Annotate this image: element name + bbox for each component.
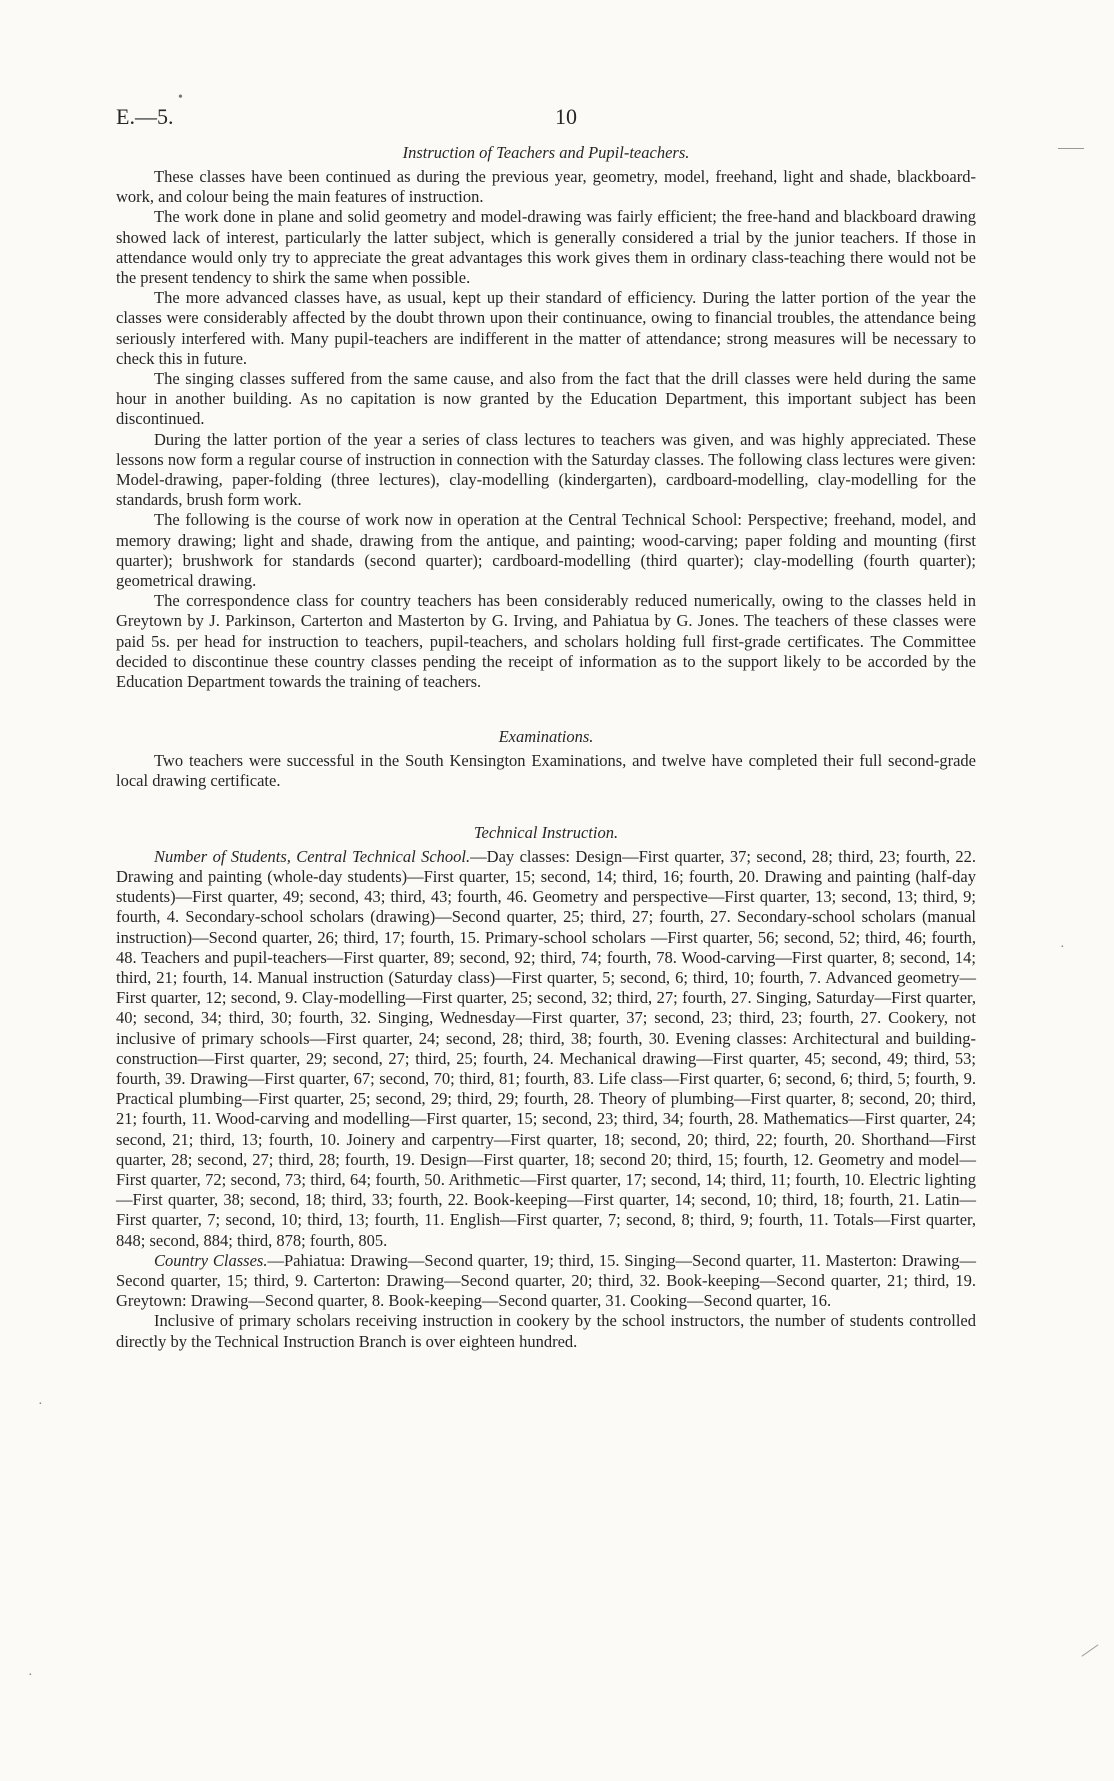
scan-margin-mark — [1082, 1644, 1099, 1656]
paragraph: The more advanced classes have, as usual, kept up their standard of efficiency. During the latter portion of the year the classes were considerably affected by the doubt thrown upon their continuance, owing to financial troubles, the attendance being seriously interfered with. Many pupil-teachers are indifferent in the matter of attendance; strong measures will be necessary to check this in future. — [116, 288, 976, 368]
paragraph: The singing classes suffered from the same cause, and also from the fact that the drill classes were held during the same hour in another building. As no capitation is now granted by the Education Department, this important subject has been discontinued. — [116, 369, 976, 429]
paragraph: The correspondence class for country teachers has been considerably reduced numerically, owing to the classes held in Greytown by J. Parkinson, Carterton and Masterton by G. Irving, and Pahiatua by G. Jones. The teachers of these classes were paid 5s. per head for instruction to teachers, pupil-teachers, and scholars holding full first-grade certificates. The Committee decided to discontinue these country classes pending the receipt of information as to the support likely to be accorded by the Education Department towards the training of teachers. — [116, 591, 976, 692]
country-text: —Pahiatua: Drawing—Second quarter, 19; third, 15. Singing—Second quarter, 11. Masterton: Drawing—Second quarter, 15; third, 9. Carterton: Drawing—Second quarter, 20; third, 32. Book-keeping—Second quarter, 21; third, 19. Greytown: Drawing—Second quarter, 8. Book-keeping—Second quarter, 31. Cooking—Second quarter, 16. — [116, 1250, 976, 1311]
closing-paragraph: Inclusive of primary scholars receiving instruction in cookery by the school instructors, the number of students controlled directly by the Technical Instruction Branch is over eighteen hundred. — [116, 1311, 976, 1351]
scan-margin-mark — [1058, 148, 1084, 149]
section-body-technical — [116, 847, 976, 1352]
scan-speck: · — [38, 1397, 43, 1412]
paragraph: The work done in plane and solid geometry and model-drawing was fairly efficient; the free-hand and blackboard drawing showed lack of interest, particularly the latter subject, which is generally considered a trial by the junior teachers. If those in attendance would only try to appreciate the great advantages this work gives them in ordinary class-teaching there would not be the present tendency to shirk the same when possible. — [116, 207, 976, 288]
section-body-teachers — [116, 167, 976, 692]
students-paragraph — [116, 847, 976, 1251]
section-body-examinations — [116, 751, 976, 791]
page-header — [116, 104, 976, 142]
document-page — [116, 104, 976, 1352]
page-number: 10 — [555, 104, 577, 129]
scan-speck: · — [28, 1668, 33, 1683]
paragraph: Two teachers were successful in the South Kensington Examinations, and twelve have completed their full second-grade local drawing certificate. — [116, 751, 976, 791]
country-paragraph — [116, 1251, 976, 1312]
paragraph: These classes have been continued as during the previous year, geometry, model, freehand, light and shade, blackboard-work, and colour being the main features of instruction. — [116, 167, 976, 207]
scan-speck: • — [178, 90, 183, 105]
section-title-technical: Technical Instruction. — [473, 822, 619, 842]
section-title-examinations: Examinations. — [498, 727, 594, 747]
paragraph: During the latter portion of the year a series of class lectures to teachers was given, and was highly appreciated. These lessons now form a regular course of instruction in connection with the Saturday classes. The following class lectures were given: Model-drawing, paper-folding (three lectures), clay-modelling (kindergarten), cardboard-modelling, clay-modelling for the standards, brush form work. — [116, 429, 976, 510]
section-title-teachers: Instruction of Teachers and Pupil-teachers. — [402, 143, 690, 162]
students-text: —Day classes: Design—First quarter, 37; second, 28; third, 23; fourth, 22. Drawing and painting (whole-day students)—First quarter, 15; second, 14; third, 16; fourth, 20. Drawing and painting (half-day students)—First quarter, 49; second, 43; third, 43; fourth, 46. Geometry and perspective—First quarter, 13; second, 13; third, 9; fourth, 4. Secondary-school scholars (drawing)—Second quarter, 25; third, 27; fourth, 27. Secondary-school scholars (manual instruction)—Second quarter, 26; third, 17; fourth, 15. Primary-school scholars —First quarter, 56; second, 52; third, 46; fourth, 48. Teachers and pupil-teachers—First quarter, 89; second, 92; third, 74; fourth, 78. Wood-carving—First quarter, 8; second, 14; third, 21; fourth, 14. Manual instruction (Saturday class)—First quarter, 5; second, 6; third, 10; fourth, 7. Advanced geometry—First quarter, 12; second, 9. Clay-modelling—First quarter, 25; second, 32; third, 27; fourth, 27. Singing, Saturday—First quarter, 40; second, 34; third, 30; fourth, 32. Singing, Wednesday—First quarter, 37; second, 23; third, 23; fourth, 27. Cookery, not inclusive of primary schools—First quarter, 24; second, 28; third, 38; fourth, 30. Evening classes: Architectural and building-construction—First quarter, 29; second, 27; third, 25; fourth, 24. Mechanical drawing—First quarter, 45; second, 49; third, 53; fourth, 39. Drawing—First quarter, 67; second, 70; third, 81; fourth, 83. Life class—First quarter, 6; second, 6; third, 5; fourth, 9. Practical plumbing—First quarter, 25; second, 29; third, 29; fourth, 28. Theory of plumbing—First quarter, 8; second, 20; third, 21; fourth, 11. Wood-carving and modelling—First quarter, 15; second, 23; third, 34; fourth, 28. Mathematics—First quarter, 24; second, 21; third, 13; fourth, 10. Joinery and carpentry—First quarter, 18; second, 20; third, 22; fourth, 20. Shorthand—First quarter, 28; second, 27; third, 28; fourth, 19. Design—First quarter, 18; second 20; third, 15; fourth, 12. Geometry and model—First quarter, 72; second, 73; third, 64; fourth, 50. Arithmetic—First quarter, 17; second, 14; third, 11; fourth, 10. Electric lighting—First quarter, 38; second, 18; third, 33; fourth, 22. Book-keeping—First quarter, 14; second, 10; third, 18; fourth, 21. Latin—First quarter, 7; second, 10; third, 13; fourth, 11. English—First quarter, 7; second, 8; third, 9; fourth, 11. Totals—First quarter, 848; second, 884; third, 878; fourth, 805. — [116, 846, 977, 1250]
scan-speck: · — [1060, 940, 1065, 955]
country-lead: Country Classes. — [154, 1250, 268, 1270]
paragraph: The following is the course of work now in operation at the Central Technical School: Perspective; freehand, model, and memory drawing; light and shade, drawing from the antique, and painting; wood-carving; paper folding and mounting (first quarter); brushwork for standards (second quarter); cardboard-modelling (third quarter); clay-modelling (fourth quarter); geometrical drawing. — [116, 510, 976, 591]
document-reference: E.—5. — [116, 104, 174, 129]
students-lead: Number of Students, Central Technical School. — [154, 846, 471, 866]
